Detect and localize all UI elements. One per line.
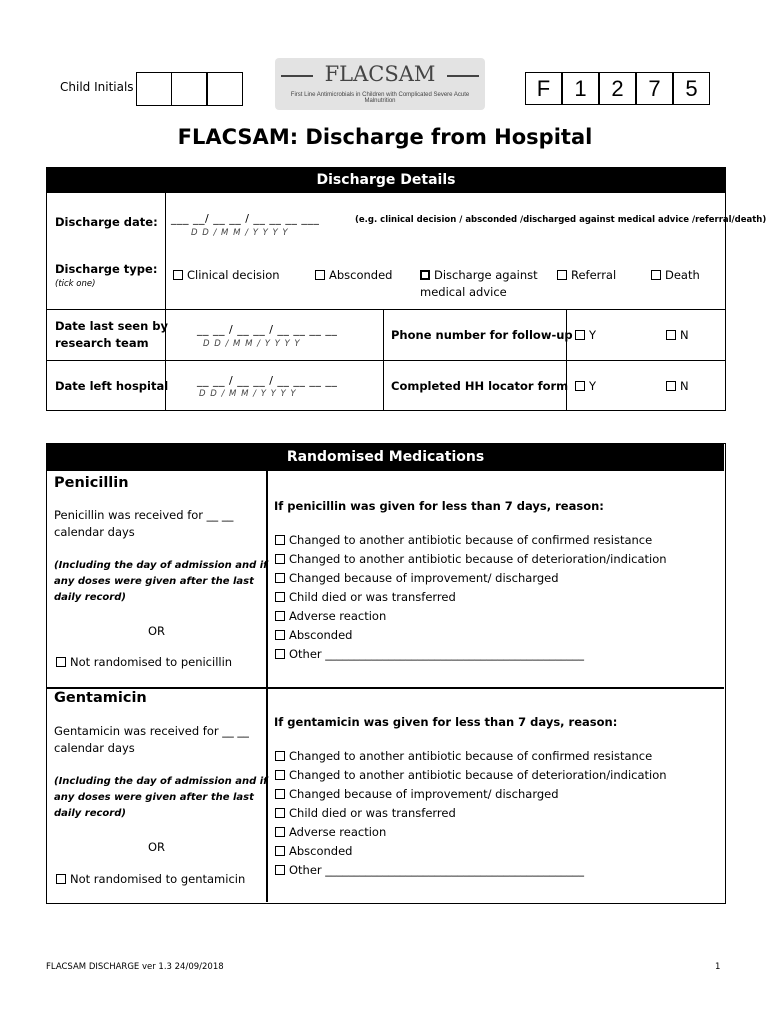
child-initials-box-1[interactable]	[136, 72, 172, 106]
penicillin-reason-heading: If penicillin was given for less than 7 days, reason:	[274, 499, 604, 513]
page-number: 1	[715, 962, 721, 972]
gentamicin-not-randomised[interactable]: Not randomised to gentamicin	[56, 871, 245, 888]
gentamicin-note-3: daily record)	[54, 808, 126, 819]
child-initials-label: Child Initials	[60, 80, 134, 94]
last-seen-label-2: research team	[55, 336, 149, 350]
checkbox-icon[interactable]	[275, 592, 285, 602]
hh-yes-option[interactable]: Y	[575, 379, 596, 393]
logo-subtitle: First Line Antimicrobials in Children with Complicated Severe Acute Malnutrition	[290, 92, 470, 104]
reason-option[interactable]: Adverse reaction	[275, 607, 667, 626]
form-id-digit: 7	[636, 72, 673, 105]
footer-version: FLACSAM DISCHARGE ver 1.3 24/09/2018	[46, 962, 224, 972]
type-clinical-decision[interactable]: Clinical decision	[173, 268, 280, 282]
discharge-example: (e.g. clinical decision / absconded /discharged against medical advice /referral/death)	[355, 215, 767, 225]
gentamicin-title: Gentamicin	[54, 690, 147, 706]
reason-option[interactable]: Other _____________________________________________	[275, 861, 667, 880]
checkbox-icon[interactable]	[275, 865, 285, 875]
hh-no-option[interactable]: N	[666, 379, 689, 393]
reason-option[interactable]: Adverse reaction	[275, 823, 667, 842]
gentamicin-reasons	[275, 747, 667, 880]
checkbox-icon[interactable]	[275, 827, 285, 837]
checkbox-icon[interactable]	[666, 381, 676, 391]
checkbox-icon[interactable]	[275, 770, 285, 780]
form-id-digit: 1	[562, 72, 599, 105]
discharge-type-label: Discharge type:	[55, 262, 158, 276]
discharge-details-table	[46, 167, 767, 411]
checkbox-icon[interactable]	[315, 270, 325, 280]
checkbox-icon[interactable]	[275, 808, 285, 818]
checkbox-icon[interactable]	[557, 270, 567, 280]
checkbox-icon[interactable]	[275, 751, 285, 761]
reason-option[interactable]: Changed because of improvement/ discharged	[275, 569, 667, 588]
penicillin-reasons	[275, 531, 667, 664]
type-death[interactable]: Death	[651, 268, 700, 282]
checkbox-icon[interactable]	[575, 330, 585, 340]
reason-option[interactable]: Changed because of improvement/ discharged	[275, 785, 667, 804]
checkbox-icon[interactable]	[173, 270, 183, 280]
last-seen-label-1: Date last seen by	[55, 319, 169, 333]
penicillin-note-2: any doses were given after the last	[54, 576, 254, 587]
form-id-digit: F	[525, 72, 562, 105]
child-initials-box-2[interactable]	[171, 72, 207, 106]
left-hospital-date-input[interactable]: __ __ / __ __ / __ __ __ __	[197, 374, 338, 387]
left-hospital-label: Date left hospital	[55, 379, 169, 393]
checkbox-icon[interactable]	[575, 381, 585, 391]
reason-option[interactable]: Changed to another antibiotic because of confirmed resistance	[275, 531, 667, 550]
checkbox-icon[interactable]	[56, 657, 66, 667]
reason-option[interactable]: Child died or was transferred	[275, 588, 667, 607]
reason-option[interactable]: Changed to another antibiotic because of deterioration/indication	[275, 550, 667, 569]
flacsam-logo	[275, 58, 485, 110]
penicillin-or: OR	[147, 624, 166, 638]
form-id-digit: 5	[673, 72, 710, 105]
penicillin-title: Penicillin	[54, 475, 129, 491]
discharge-date-input[interactable]: ___ __/ __ __ / __ __ __ ___	[171, 212, 320, 225]
penicillin-received-1[interactable]: Penicillin was received for __ __	[54, 508, 234, 522]
reason-option[interactable]: Absconded	[275, 626, 667, 645]
discharge-details-heading: Discharge Details	[47, 168, 725, 193]
reason-option[interactable]: Child died or was transferred	[275, 804, 667, 823]
type-referral[interactable]: Referral	[557, 268, 616, 282]
last-seen-date-format: D D / M M / Y Y Y Y	[203, 339, 301, 349]
randomised-medications-heading: Randomised Medications	[47, 444, 724, 471]
gentamicin-received-1[interactable]: Gentamicin was received for __ __	[54, 724, 249, 738]
type-discharge-against[interactable]: Discharge against	[420, 268, 538, 282]
checkbox-icon[interactable]	[275, 649, 285, 659]
checkbox-icon[interactable]	[275, 789, 285, 799]
penicillin-not-randomised[interactable]: Not randomised to penicillin	[56, 654, 232, 671]
reason-option[interactable]: Other _____________________________________________	[275, 645, 667, 664]
gentamicin-note-1: (Including the day of admission and if	[54, 776, 268, 787]
penicillin-note-1: (Including the day of admission and if	[54, 560, 268, 571]
checkbox-icon[interactable]	[275, 554, 285, 564]
reason-option[interactable]: Absconded	[275, 842, 667, 861]
last-seen-date-input[interactable]: __ __ / __ __ / __ __ __ __	[197, 323, 338, 336]
gentamicin-reason-heading: If gentamicin was given for less than 7 days, reason:	[274, 715, 618, 729]
gentamicin-or: OR	[147, 840, 166, 854]
discharge-date-format: D D / M M / Y Y Y Y	[191, 228, 289, 238]
checkbox-icon[interactable]	[56, 874, 66, 884]
discharge-date-label: Discharge date:	[55, 215, 158, 229]
penicillin-note-3: daily record)	[54, 592, 126, 603]
randomised-medications-table	[46, 443, 726, 904]
page-title: FLACSAM: Discharge from Hospital	[177, 125, 593, 149]
phone-yes-option[interactable]: Y	[575, 328, 596, 342]
logo-title: FLACSAM	[324, 62, 436, 86]
type-against-line2: medical advice	[420, 285, 507, 299]
checkbox-icon[interactable]	[420, 270, 430, 280]
hh-locator-label: Completed HH locator form	[391, 379, 569, 393]
form-id-digit: 2	[599, 72, 636, 105]
checkbox-icon[interactable]	[651, 270, 661, 280]
left-hospital-date-format: D D / M M / Y Y Y Y	[199, 389, 297, 399]
penicillin-received-2: calendar days	[54, 525, 135, 539]
type-absconded[interactable]: Absconded	[315, 268, 392, 282]
child-initials-box-3[interactable]	[207, 72, 243, 106]
checkbox-icon[interactable]	[275, 630, 285, 640]
phone-no-option[interactable]: N	[666, 328, 689, 342]
checkbox-icon[interactable]	[275, 535, 285, 545]
gentamicin-received-2: calendar days	[54, 741, 135, 755]
gentamicin-note-2: any doses were given after the last	[54, 792, 254, 803]
reason-option[interactable]: Changed to another antibiotic because of confirmed resistance	[275, 747, 667, 766]
checkbox-icon[interactable]	[275, 846, 285, 856]
discharge-type-hint: (tick one)	[55, 279, 96, 289]
checkbox-icon[interactable]	[275, 573, 285, 583]
checkbox-icon[interactable]	[666, 330, 676, 340]
reason-option[interactable]: Changed to another antibiotic because of deterioration/indication	[275, 766, 667, 785]
checkbox-icon[interactable]	[275, 611, 285, 621]
phone-followup-label: Phone number for follow-up	[391, 328, 573, 342]
